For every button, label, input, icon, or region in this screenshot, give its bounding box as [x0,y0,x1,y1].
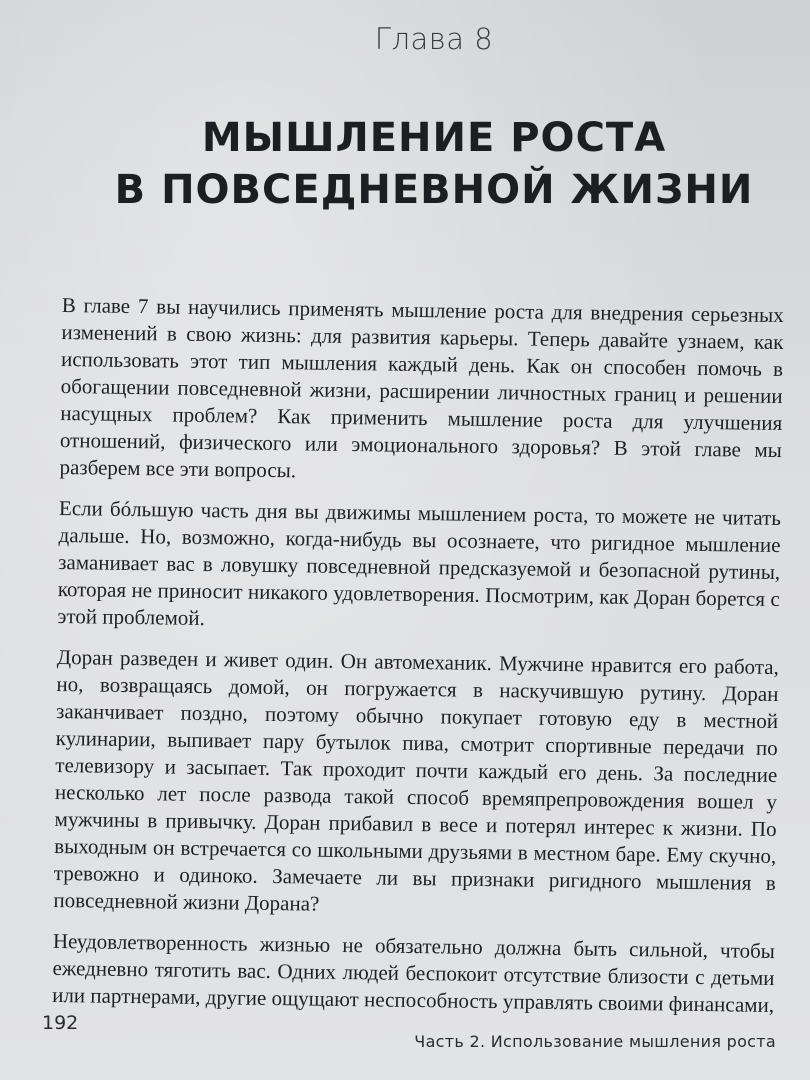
paragraph-4: Неудовлетворенность жизнью не обязательно должна быть сильной, чтобы ежедневно тяготить вас. Одних людей беспокоит отсутствие близости с детьми или партнерами, другие ощущают неспособность управлять своими финансами, [52,928,776,1018]
chapter-title-line-1: МЫШЛЕНИЕ РОСТА [201,115,667,161]
page-number: 192 [42,1012,79,1034]
running-footer: Часть 2. Использование мышления роста [414,1032,776,1051]
body-text [52,292,784,1033]
chapter-title-line-2: В ПОВСЕДНЕВНОЙ ЖИЗНИ [114,167,754,213]
chapter-title [0,112,810,216]
paragraph-2: Если бóльшую часть дня вы движимы мышлением роста, то можете не читать дальше. Но, возможно, когда-нибудь вы осознаете, что ригидное мышление заманивает вас в ловушку повседневной предсказуемой и безопасной рутины, которая не приносит никакого удовлетворения. Посмотрим, как Доран борется с этой проблемой. [57,495,782,631]
paragraph-1: В главе 7 вы научились применять мышление роста для внедрения серьезных изменений в свою жизнь: для развития карьеры. Теперь давайте узнаем, как использовать этот тип мышления каждый день. Как он способен помочь в обогащении повседневной жизни, расширении личностных границ и решении насущных проблем? Как применить мышление роста для улучшения отношений, физического или эмоционального здоровья? В этой главе мы разберем все эти вопросы. [59,292,784,483]
paragraph-3: Доран разведен и живет один. Он автомеханик. Мужчине нравится его работа, но, возвращаясь домой, он погружается в наскучившую рутину. Доран заканчивает поздно, поэтому обычно покупает готовую еду в местной кулинарии, выпивает пару бутылок пива, смотрит спортивные передачи по телевизору и засыпает. Так проходит почти каждый его день. За последние несколько лет после развода такой способ времяпрепровождения вошел у мужчины в привычку. Доран прибавил в весе и потерял интерес к жизни. По выходным он встречается со школьными друзьями в местном баре. Ему скучно, тревожно и одиноко. Замечаете ли вы признаки ригидного мышления в повседневной жизни Дорана? [53,644,780,916]
chapter-label: Глава 8 [374,22,494,56]
